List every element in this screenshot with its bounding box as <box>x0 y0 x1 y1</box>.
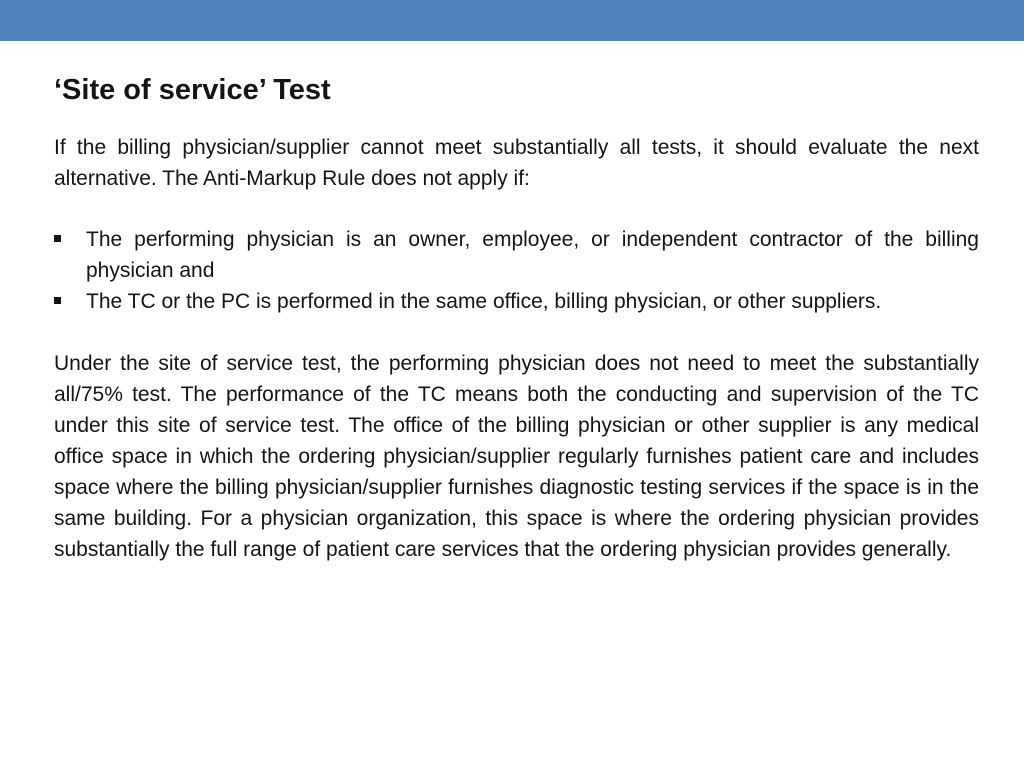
bullet-text: The TC or the PC is performed in the same office, billing physician, or other suppliers. <box>86 290 882 313</box>
bullet-list <box>54 224 979 317</box>
square-bullet-icon <box>54 297 61 304</box>
bullet-text: The performing physician is an owner, employee, or independent contractor of the billing physician and <box>86 228 979 282</box>
square-bullet-icon <box>54 235 61 242</box>
header-band <box>0 0 1024 41</box>
slide-title: ‘Site of service’ Test <box>54 74 331 106</box>
bullet-item <box>54 286 979 317</box>
bullet-item <box>54 224 979 286</box>
slide-content <box>54 70 979 565</box>
closing-paragraph: Under the site of service test, the performing physician does not need to meet the substantially all/75% test. The performance of the TC means both the conducting and supervision of the TC under this site of service test. The office of the billing physician or other supplier is any medical office space in which the ordering physician/supplier regularly furnishes patient care and includes space where the billing physician/supplier furnishes diagnostic testing services if the space is in the same building. For a physician organization, this space is where the ordering physician provides substantially the full range of patient care services that the ordering physician provides generally. <box>54 352 979 561</box>
intro-paragraph: If the billing physician/supplier cannot meet substantially all tests, it should evaluate the next alternative. The Anti-Markup Rule does not apply if: <box>54 136 979 190</box>
